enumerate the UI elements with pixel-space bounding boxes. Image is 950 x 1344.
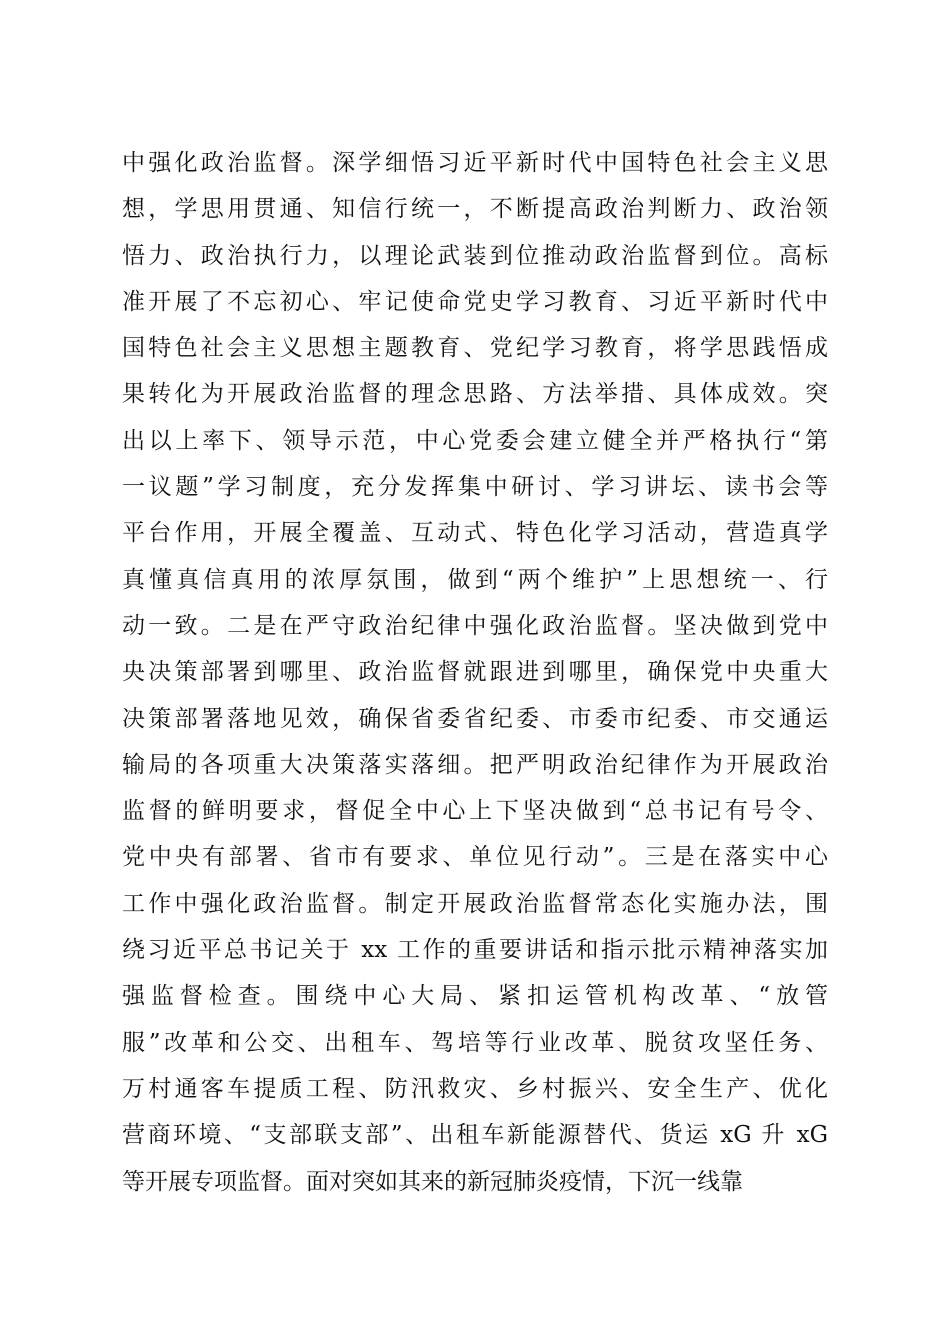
text-line: 监督的鲜明要求，督促全中心上下坚决做到“总书记有号令、 <box>122 798 828 825</box>
text-line: 出以上率下、领导示范，中心党委会建立健全并严格执行“第 <box>122 427 828 454</box>
text-line: 一议题”学习制度，充分发挥集中研讨、学习讲坛、读书会等 <box>122 474 828 501</box>
text-line: 准开展了不忘初心、牢记使命党史学习教育、习近平新时代中 <box>122 288 828 315</box>
text-line: 动一致。二是在严守政治纪律中强化政治监督。坚决做到党中 <box>122 612 828 639</box>
text-line: 万村通客车提质工程、防汛救灾、乡村振兴、安全生产、优化 <box>122 1075 828 1102</box>
text-line: 国特色社会主义思想主题教育、党纪学习教育，将学思践悟成 <box>122 335 828 362</box>
body-text <box>122 140 828 1205</box>
text-line: 党中央有部署、省市有要求、单位见行动”。三是在落实中心 <box>122 844 828 871</box>
text-line: 真懂真信真用的浓厚氛围，做到“两个维护”上思想统一、行 <box>122 566 828 593</box>
text-line: 决策部署落地见效，确保省委省纪委、市委市纪委、市交通运 <box>122 705 828 732</box>
text-line: 强监督检查。围绕中心大局、紧扣运管机构改革、“放管 <box>122 983 828 1010</box>
text-line: 营商环境、“支部联支部”、出租车新能源替代、货运 xG 升 xG <box>122 1122 828 1149</box>
text-line: 输局的各项重大决策落实落细。把严明政治纪律作为开展政治 <box>122 751 828 778</box>
text-line: 服”改革和公交、出租车、驾培等行业改革、脱贫攻坚任务、 <box>122 1029 828 1056</box>
text-line: 平台作用，开展全覆盖、互动式、特色化学习活动，营造真学 <box>122 520 828 547</box>
text-line: 工作中强化政治监督。制定开展政治监督常态化实施办法，围 <box>122 890 828 917</box>
text-line: 悟力、政治执行力，以理论武装到位推动政治监督到位。高标 <box>122 242 828 269</box>
text-line: 想，学思用贯通、知信行统一，不断提高政治判断力、政治领 <box>122 196 828 223</box>
text-line: 绕习近平总书记关于 xx 工作的重要讲话和指示批示精神落实加 <box>122 937 828 964</box>
text-line: 央决策部署到哪里、政治监督就跟进到哪里，确保党中央重大 <box>122 659 828 686</box>
text-line: 中强化政治监督。深学细悟习近平新时代中国特色社会主义思 <box>122 150 828 176</box>
text-line: 果转化为开展政治监督的理念思路、方法举措、具体成效。突 <box>122 381 828 408</box>
text-line: 等开展专项监督。面对突如其来的新冠肺炎疫情，下沉一线靠 <box>122 1168 743 1195</box>
